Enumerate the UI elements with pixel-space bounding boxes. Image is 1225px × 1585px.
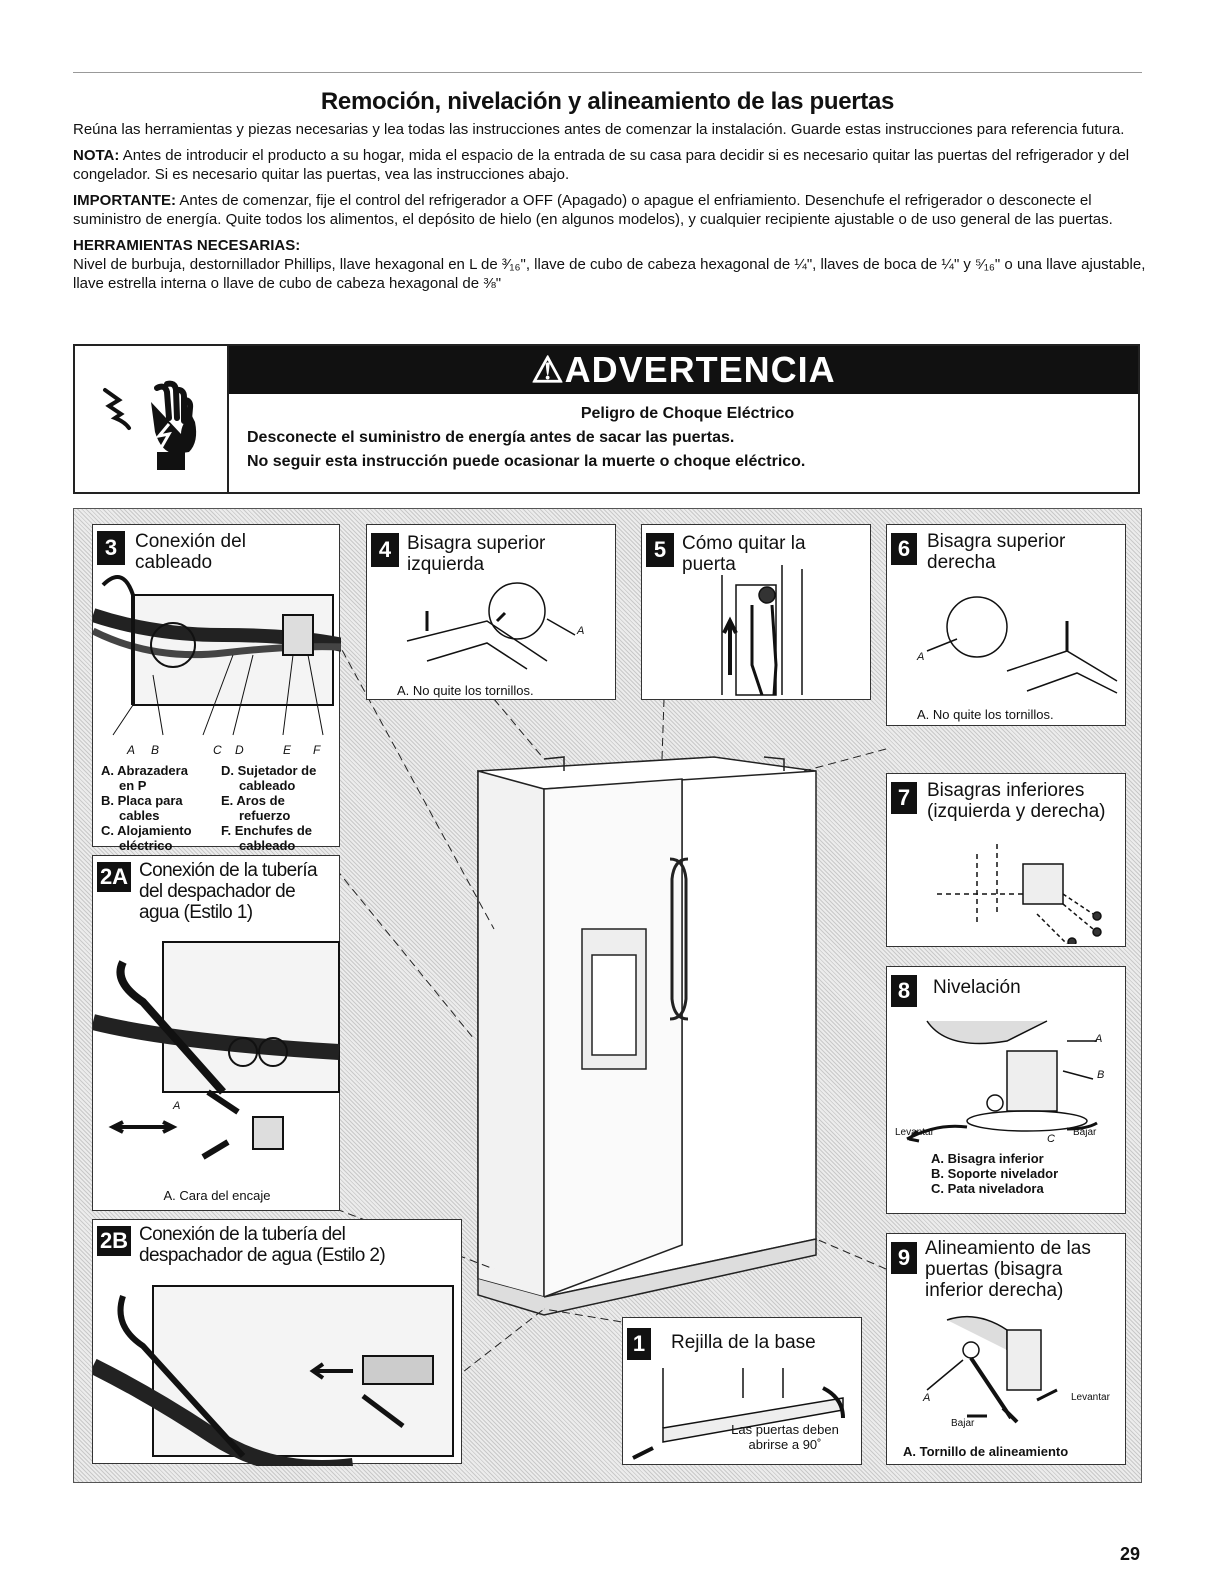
legend-e-2: refuerzo (239, 808, 291, 823)
step-1-number: 1 (627, 1328, 651, 1360)
step-2a-title: Conexión de la tubería del despachador de agua (Estilo 1) (139, 860, 317, 923)
step-1-note: Las puertas deben abrirse a 90˚ (731, 1422, 839, 1452)
warning-hazard: Peligro de Choque Eléctrico (580, 405, 795, 422)
legend-c: C. Pata niveladora (931, 1181, 1044, 1196)
door-alignment-illustration (887, 1310, 1127, 1430)
step-1-title: Rejilla de la base (671, 1332, 816, 1353)
legend-b: B. Placa para (101, 793, 183, 808)
step-9-title: Alineamiento de las puertas (bisagra inferior derecha) (925, 1238, 1091, 1301)
step-2b-title: Conexión de la tubería del despachador de agua (Estilo 2) (139, 1224, 386, 1266)
remove-door-illustration (642, 525, 872, 701)
page-title: Remoción, nivelación y alineamiento de las puertas (320, 88, 895, 115)
panel-step-9 (886, 1233, 1126, 1465)
warning-heading: ⚠ADVERTENCIA (229, 346, 1138, 394)
legend-f-2: cableado (239, 838, 296, 853)
step-9-label-a: A (923, 1392, 931, 1404)
important-text: Antes de comenzar, fije el control del refrigerador a OFF (Apagado) o apague el enfriamiento. Desenchufe el refrigerador o desconecte el suministro de energía. Quite todos los alimentos, el depósito de hielo (en algunos modelos), y cualquier recipiente ajustable o de uso general de las puertas. (73, 192, 1113, 228)
important-paragraph (73, 191, 1148, 229)
warning-line-2: No seguir esta instrucción puede ocasionar la muerte o choque eléctrico. (247, 453, 806, 470)
legend-e: E. Aros de (221, 793, 285, 808)
step-6-label-a: A (917, 651, 925, 663)
step-9-lower: Bajar (951, 1418, 975, 1429)
note-label: NOTA: (73, 147, 120, 164)
legend-d: D. Sujetador de (221, 763, 317, 778)
panel-step-5 (641, 524, 871, 700)
step-8-label-b: B (1097, 1069, 1105, 1081)
legend-c: C. Alojamiento (101, 823, 192, 838)
legend-f: F. Enchufes de (221, 823, 313, 838)
step-8-number: 8 (891, 975, 917, 1007)
intro-paragraph: Reúna las herramientas y piezas necesarias y lea todas las instrucciones antes de comenzar la instalación. Guarde estas instrucciones para referencia futura. (73, 121, 1125, 138)
important-label: IMPORTANTE: (73, 192, 177, 209)
step-7-title: Bisagras inferiores (izquierda y derecha) (927, 780, 1106, 822)
tools-heading: HERRAMIENTAS NECESARIAS: (73, 237, 301, 254)
letter-c: C (213, 743, 222, 757)
step-7-number: 7 (891, 782, 917, 814)
top-rule (73, 72, 1142, 73)
panel-step-3 (92, 524, 340, 853)
step-6-number: 6 (891, 533, 917, 565)
panel-step-6 (886, 524, 1126, 726)
intro-section (73, 120, 1148, 300)
water-line-style-2-illustration (93, 1276, 463, 1466)
wiring-connection-illustration (93, 575, 341, 745)
panel-step-7 (886, 773, 1126, 947)
step-2b-number: 2B (97, 1226, 131, 1256)
panel-step-2b (92, 1219, 462, 1464)
step-3-number: 3 (97, 531, 125, 565)
warning-line-1: Desconecte el suministro de energía antes de sacar las puertas. (247, 429, 735, 446)
tools-text: Nivel de burbuja, destornillador Phillips, llave hexagonal en L de ³⁄₁₆", llave de cubo de cabeza hexagonal de ¼", llaves de boca de ¼" y ⁵⁄₁₆" o una llave ajustable, llave estrella interna o llave de cubo de cabeza hexagonal de ⅜" (73, 256, 1146, 292)
legend-a-2: en P (119, 778, 147, 793)
top-right-hinge-illustration (887, 581, 1127, 701)
step-6-title: Bisagra superior derecha (927, 531, 1066, 573)
page-number: 29 (1119, 1544, 1140, 1564)
legend-c-2: eléctrico (119, 838, 173, 853)
step-8-raise: Levantar (895, 1127, 934, 1138)
legend-a: A. Bisagra inferior (931, 1151, 1044, 1166)
warning-text (247, 402, 1128, 474)
step-8-label-a: A (1095, 1033, 1103, 1045)
electric-shock-hand-icon (75, 346, 227, 492)
bottom-hinges-illustration (887, 834, 1127, 944)
step-9-number: 9 (891, 1242, 917, 1274)
step-3-legend-right (221, 763, 339, 853)
letter-e: E (283, 743, 292, 757)
step-4-number: 4 (371, 533, 399, 567)
step-3-title: Conexión del cableado (135, 531, 246, 573)
water-line-style-1-illustration (93, 932, 341, 1172)
step-6-caption: A. No quite los tornillos. (917, 707, 1054, 722)
letter-f: F (313, 743, 321, 757)
step-9-caption: A. Tornillo de alineamiento (903, 1444, 1069, 1459)
note-paragraph (73, 146, 1148, 184)
step-9-raise: Levantar (1071, 1392, 1110, 1403)
step-8-lower: Bajar (1073, 1127, 1097, 1138)
step-8-legend (931, 1151, 1121, 1196)
door-removal-diagram (73, 508, 1142, 1483)
legend-d-2: cableado (239, 778, 296, 793)
step-2a-caption: A. Cara del encaje (163, 1188, 271, 1203)
step-8-label-c: C (1047, 1133, 1055, 1145)
panel-step-1 (622, 1317, 862, 1465)
step-4-label-a: A (577, 625, 585, 637)
note-text: Antes de introducir el producto a su hogar, mida el espacio de la entrada de su casa para decidir si es necesario quitar las puertas del refrigerador y del congelador. Si es necesario quitar las puertas, vea las instrucciones abajo. (73, 147, 1130, 183)
step-4-title: Bisagra superior izquierda (407, 533, 546, 575)
letter-b: B (151, 743, 160, 757)
step-5-number: 5 (646, 533, 674, 567)
panel-step-2a (92, 855, 340, 1211)
step-3-legend-left (101, 763, 221, 853)
step-2a-number: 2A (97, 862, 131, 892)
warning-box (73, 344, 1140, 494)
letter-a: A (127, 743, 136, 757)
step-5-title: Cómo quitar la puerta (682, 533, 806, 575)
step-4-caption: A. No quite los tornillos. (397, 683, 534, 698)
panel-step-4 (366, 524, 616, 700)
legend-b: B. Soporte nivelador (931, 1166, 1059, 1181)
legend-a: A. Abrazadera (101, 763, 188, 778)
legend-b-2: cables (119, 808, 160, 823)
warning-icon-box (75, 346, 229, 492)
letter-d: D (235, 743, 244, 757)
step-8-title: Nivelación (933, 977, 1021, 998)
panel-step-8 (886, 966, 1126, 1214)
step-2a-label-a: A (173, 1100, 181, 1112)
